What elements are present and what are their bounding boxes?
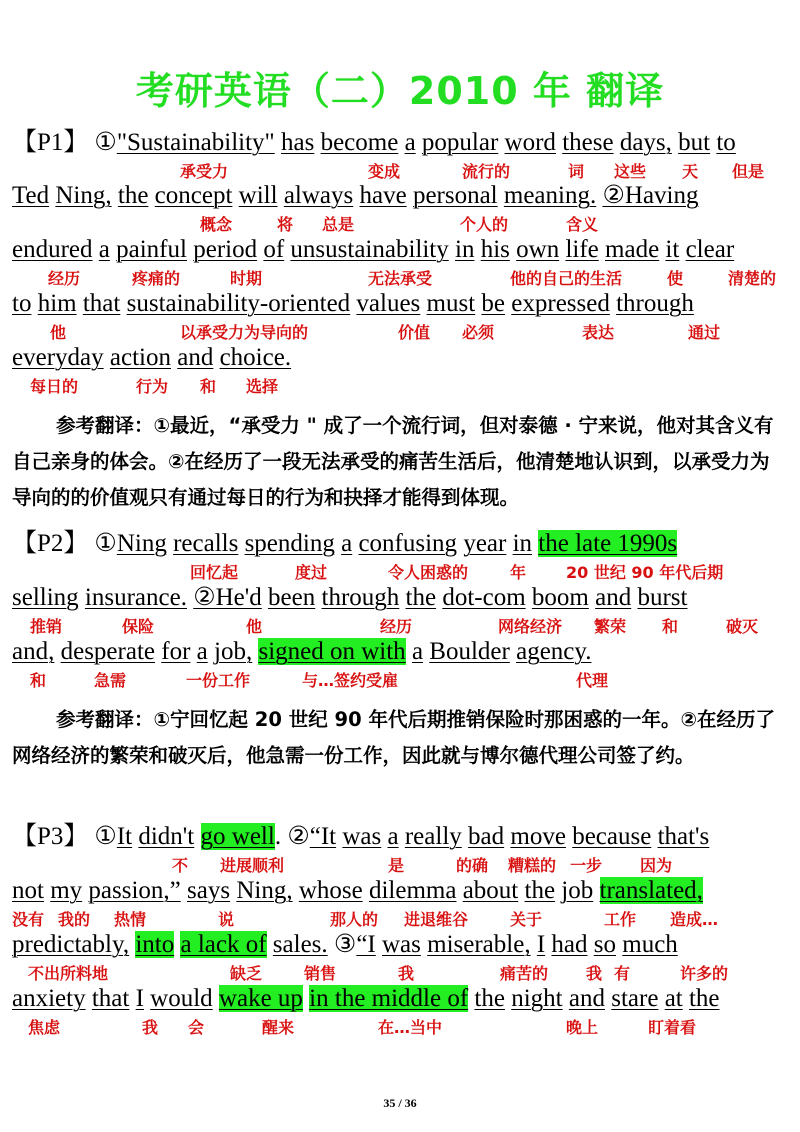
chinese-annotation: 总是 [322, 215, 355, 234]
english-line [12, 235, 734, 265]
chinese-annotation: 20 世纪 90 年代后期 [566, 563, 724, 582]
english-word: has [281, 129, 315, 156]
english-word: the [117, 182, 149, 209]
english-word: in [455, 236, 475, 263]
chinese-annotation: 我的 [58, 910, 91, 929]
english-line [12, 128, 736, 158]
english-word: Boulder [429, 638, 510, 665]
chinese-annotation: 时期 [230, 269, 263, 288]
english-word: be [481, 290, 506, 317]
english-word: meaning. [503, 182, 597, 209]
chinese-annotation: 保险 [122, 617, 155, 636]
page-total: 36 [404, 1096, 417, 1110]
english-word: clear [685, 236, 735, 263]
english-word: burst [637, 584, 688, 611]
english-word: about [462, 877, 519, 904]
text-fragment: ③ [333, 931, 357, 958]
english-word: to [12, 290, 32, 317]
english-word: the [405, 584, 437, 611]
english-word: these [562, 129, 614, 156]
chinese-annotation: 将 [277, 215, 294, 234]
chinese-annotation: 一步 [570, 856, 603, 875]
english-word: "Sustainability" [116, 129, 275, 156]
chinese-annotation: 词 [568, 162, 585, 181]
chinese-annotation: 必须 [462, 323, 495, 342]
chinese-annotation: 工作 [604, 910, 637, 929]
chinese-annotation: 造成… [670, 910, 719, 929]
english-word: selling [12, 584, 79, 611]
chinese-annotation: 破灭 [726, 617, 759, 636]
chinese-annotation: 和 [200, 377, 217, 396]
english-word: spending [244, 530, 335, 557]
chinese-annotation: 度过 [295, 563, 328, 582]
english-word: choice. [219, 344, 292, 371]
english-word: made [605, 236, 660, 263]
text-fragment [213, 985, 219, 1012]
chinese-annotation: 他 [246, 617, 263, 636]
paragraph-label: 【P2】 [12, 530, 89, 557]
chinese-annotation: 令人困惑的 [388, 563, 469, 582]
english-word: job, [214, 638, 253, 665]
chinese-annotation: 承受力 [180, 162, 229, 181]
english-word: life [565, 236, 599, 263]
english-word: word [504, 129, 556, 156]
chinese-annotation: 关于 [510, 910, 543, 929]
chinese-annotation: 我 [398, 964, 415, 983]
english-word: and [568, 985, 605, 1012]
english-word: have [359, 182, 407, 209]
text-fragment: ② [287, 823, 310, 850]
highlighted-phrase: signed on with [258, 638, 406, 665]
english-word: a [411, 638, 424, 665]
english-word: popular [421, 129, 499, 156]
english-word: and [595, 584, 632, 611]
english-word: painful [116, 236, 187, 263]
highlighted-phrase: translated, [599, 877, 703, 904]
chinese-annotation: 含义 [566, 215, 599, 234]
chinese-annotation: 选择 [246, 377, 279, 396]
english-word: stare [611, 985, 659, 1012]
chinese-annotation: 我 [586, 964, 603, 983]
english-word: values [356, 290, 421, 317]
chinese-annotation: 在…当中 [378, 1018, 443, 1037]
english-word: him [37, 290, 77, 317]
reference-translation: 参考翻译：①宁回忆起 20 世纪 90 年代后期推销保险时那困惑的一年。②在经历了网络经济的繁荣和破灭后，他急需一份工作，因此就与博尔德代理公司签了约。 [12, 708, 775, 767]
chinese-annotation: 不 [172, 856, 189, 875]
english-word: night [511, 985, 563, 1012]
text-fragment: . [274, 823, 288, 850]
english-line [12, 529, 677, 559]
chinese-annotation: 和 [662, 617, 679, 636]
english-word: expressed [511, 290, 610, 317]
chinese-annotation: 说 [218, 910, 235, 929]
english-word: says [187, 877, 231, 904]
english-word: ②He'd [193, 584, 262, 611]
text-fragment: ① [94, 530, 117, 557]
english-word: will [238, 182, 278, 209]
chinese-annotation: 经历 [48, 269, 81, 288]
english-word: sustainability-oriented [126, 290, 351, 317]
page-number [0, 1096, 800, 1111]
chinese-annotation: 个人的 [460, 215, 509, 234]
text-fragment: ① [94, 129, 117, 156]
english-word: a [341, 530, 353, 557]
chinese-annotation: 有 [614, 964, 631, 983]
chinese-annotation: 清楚的 [728, 269, 777, 288]
chinese-annotation: 疼痛的 [132, 269, 181, 288]
english-word: concept [154, 182, 233, 209]
chinese-annotation: 一份工作 [186, 671, 251, 690]
english-word: boom [531, 584, 589, 611]
english-word: sales. [272, 931, 328, 958]
chinese-annotation: 那人的 [330, 910, 379, 929]
chinese-annotation: 年 [510, 563, 527, 582]
english-word: insurance. [84, 584, 187, 611]
english-word: that [82, 290, 121, 317]
chinese-annotation: 焦虑 [28, 1018, 61, 1037]
chinese-annotation: 流行的 [462, 162, 511, 181]
english-word: his [480, 236, 510, 263]
chinese-annotation: 与…签约受雇 [302, 671, 399, 690]
english-word: days, [619, 129, 672, 156]
chinese-annotation: 概念 [200, 215, 233, 234]
chinese-annotation: 以承受力为导向的 [180, 323, 309, 342]
chinese-annotation: 代理 [576, 671, 609, 690]
english-word: so [593, 931, 616, 958]
english-word: desperate [60, 638, 155, 665]
chinese-annotation: 盯着看 [648, 1018, 697, 1037]
english-word: dot-com [442, 584, 526, 611]
english-word: Ning [116, 530, 167, 557]
chinese-annotation: 痛苦的 [500, 964, 549, 983]
english-word: always [283, 182, 354, 209]
english-word: it [665, 236, 680, 263]
english-word: predictably, [12, 931, 130, 958]
english-word: own [516, 236, 560, 263]
highlighted-phrase: in the middle of [309, 985, 469, 1012]
english-word: It [116, 823, 133, 850]
english-word: and, [12, 638, 55, 665]
english-word: move [510, 823, 566, 850]
chinese-annotation: 是 [388, 856, 405, 875]
chinese-annotation: 因为 [640, 856, 673, 875]
chinese-annotation: 醒来 [262, 1018, 295, 1037]
english-line [12, 984, 720, 1014]
chinese-annotation: 无法承受 [368, 269, 433, 288]
english-word: job [561, 877, 594, 904]
english-word: year [463, 530, 507, 557]
english-word: bad [468, 823, 505, 850]
english-word: the [474, 985, 505, 1012]
chinese-annotation: 使 [667, 269, 684, 288]
chinese-annotation: 的确 [456, 856, 489, 875]
english-word: much [622, 931, 678, 958]
chinese-annotation: 晚上 [566, 1018, 599, 1037]
chinese-annotation: 他的自己的生活 [510, 269, 623, 288]
english-word: was [342, 823, 382, 850]
chinese-annotation: 进展顺利 [220, 856, 285, 875]
english-word: become [320, 129, 399, 156]
chinese-annotation: 进退维谷 [404, 910, 469, 929]
page-title: 考研英语（二）2010 年 翻译 [135, 69, 665, 113]
english-word: agency. [516, 638, 592, 665]
chinese-annotation: 热情 [114, 910, 147, 929]
chinese-annotation: 变成 [368, 162, 401, 181]
english-word: action [109, 344, 171, 371]
english-word: because [572, 823, 652, 850]
page-separator: / [398, 1096, 402, 1110]
english-word: a [196, 638, 208, 665]
chinese-annotation: 会 [188, 1018, 205, 1037]
english-word: recalls [173, 530, 239, 557]
chinese-annotation: 急需 [94, 671, 127, 690]
chinese-annotation: 缺乏 [230, 964, 263, 983]
english-word: Ning, [55, 182, 112, 209]
paragraph-label: 【P3】 [12, 823, 89, 850]
chinese-annotation: 但是 [732, 162, 765, 181]
chinese-annotation: 繁荣 [594, 617, 627, 636]
chinese-annotation: 销售 [304, 964, 337, 983]
english-line [12, 343, 291, 373]
english-word: at [664, 985, 683, 1012]
english-word: would [150, 985, 213, 1012]
chinese-annotation: 他 [50, 323, 67, 342]
english-line [12, 930, 678, 960]
chinese-annotation: 经历 [380, 617, 413, 636]
chinese-annotation: 通过 [688, 323, 721, 342]
chinese-annotation: 回忆起 [190, 563, 239, 582]
english-word: for [161, 638, 191, 665]
english-word: endured [12, 236, 93, 263]
english-word: Ted [12, 182, 50, 209]
english-word: anxiety [12, 985, 86, 1012]
english-line [12, 876, 703, 906]
chinese-annotation: 我 [142, 1018, 159, 1037]
text-fragment [194, 823, 200, 850]
english-word: the [524, 877, 556, 904]
english-word: a [387, 823, 399, 850]
english-word: confusing [358, 530, 458, 557]
english-word: “I [356, 931, 376, 958]
english-word: and [177, 344, 214, 371]
english-word: dilemma [368, 877, 457, 904]
chinese-annotation: 行为 [136, 377, 169, 396]
chinese-annotation: 糟糕的 [508, 856, 557, 875]
english-word: a [98, 236, 110, 263]
reference-translation: 参考翻译：①最近，“承受力 " 成了一个流行词，但对泰德 · 宁来说，他对其含义有自己亲身的体会。②在经历了一段无法承受的痛苦生活后，他清楚地认识到，以承受力为导向的的价值观只有通过每日的行为和抉择才能得到体现。 [12, 414, 774, 509]
english-line [12, 822, 709, 852]
english-word: I [135, 985, 144, 1012]
english-word: through [321, 584, 400, 611]
chinese-annotation: 和 [30, 671, 47, 690]
english-word: the [688, 985, 720, 1012]
english-word: “It [309, 823, 337, 850]
chinese-annotation: 表达 [582, 323, 615, 342]
chinese-annotation: 天 [682, 162, 699, 181]
highlighted-phrase: a lack of [180, 931, 267, 958]
chinese-annotation: 没有 [12, 910, 45, 929]
english-word: was [382, 931, 421, 958]
english-word: had [551, 931, 588, 958]
text-fragment [593, 877, 599, 904]
english-word: passion,” [88, 877, 181, 904]
english-word: Ning, [236, 877, 293, 904]
english-word: my [50, 877, 83, 904]
english-word: not [12, 877, 44, 904]
chinese-annotation: 这些 [614, 162, 647, 181]
english-word: whose [298, 877, 363, 904]
english-word: in [512, 530, 533, 557]
english-word: must [426, 290, 476, 317]
english-word: unsustainability [290, 236, 449, 263]
chinese-annotation: 价值 [398, 323, 431, 342]
english-word: a [404, 129, 416, 156]
english-word: that [91, 985, 130, 1012]
chinese-annotation: 每日的 [30, 377, 79, 396]
english-line [12, 637, 592, 667]
chinese-annotation: 许多的 [680, 964, 729, 983]
highlighted-phrase: the late 1990s [538, 530, 678, 557]
english-word: to [716, 129, 736, 156]
chinese-annotation: 推销 [30, 617, 63, 636]
english-word: everyday [12, 344, 104, 371]
english-word: that's [657, 823, 710, 850]
english-word: I [536, 931, 546, 958]
paragraph-label: 【P1】 [12, 129, 89, 156]
english-word: but [678, 129, 711, 156]
chinese-annotation: 不出所料地 [28, 964, 109, 983]
english-line [12, 289, 694, 319]
english-word: through [616, 290, 694, 317]
english-word: period [193, 236, 258, 263]
highlighted-phrase: go well [200, 823, 275, 850]
english-word: didn't [138, 823, 195, 850]
highlighted-phrase: wake up [218, 985, 303, 1012]
english-word: ②Having [602, 182, 699, 209]
page-current: 35 [383, 1096, 396, 1110]
chinese-annotation: 网络经济 [498, 617, 563, 636]
english-word: of [263, 236, 285, 263]
english-word: been [268, 584, 316, 611]
highlighted-phrase: into [135, 931, 175, 958]
english-line [12, 583, 687, 613]
text-fragment: ① [94, 823, 117, 850]
english-word: personal [412, 182, 498, 209]
english-word: really [404, 823, 462, 850]
english-word: miserable, [427, 931, 531, 958]
english-line [12, 181, 699, 211]
